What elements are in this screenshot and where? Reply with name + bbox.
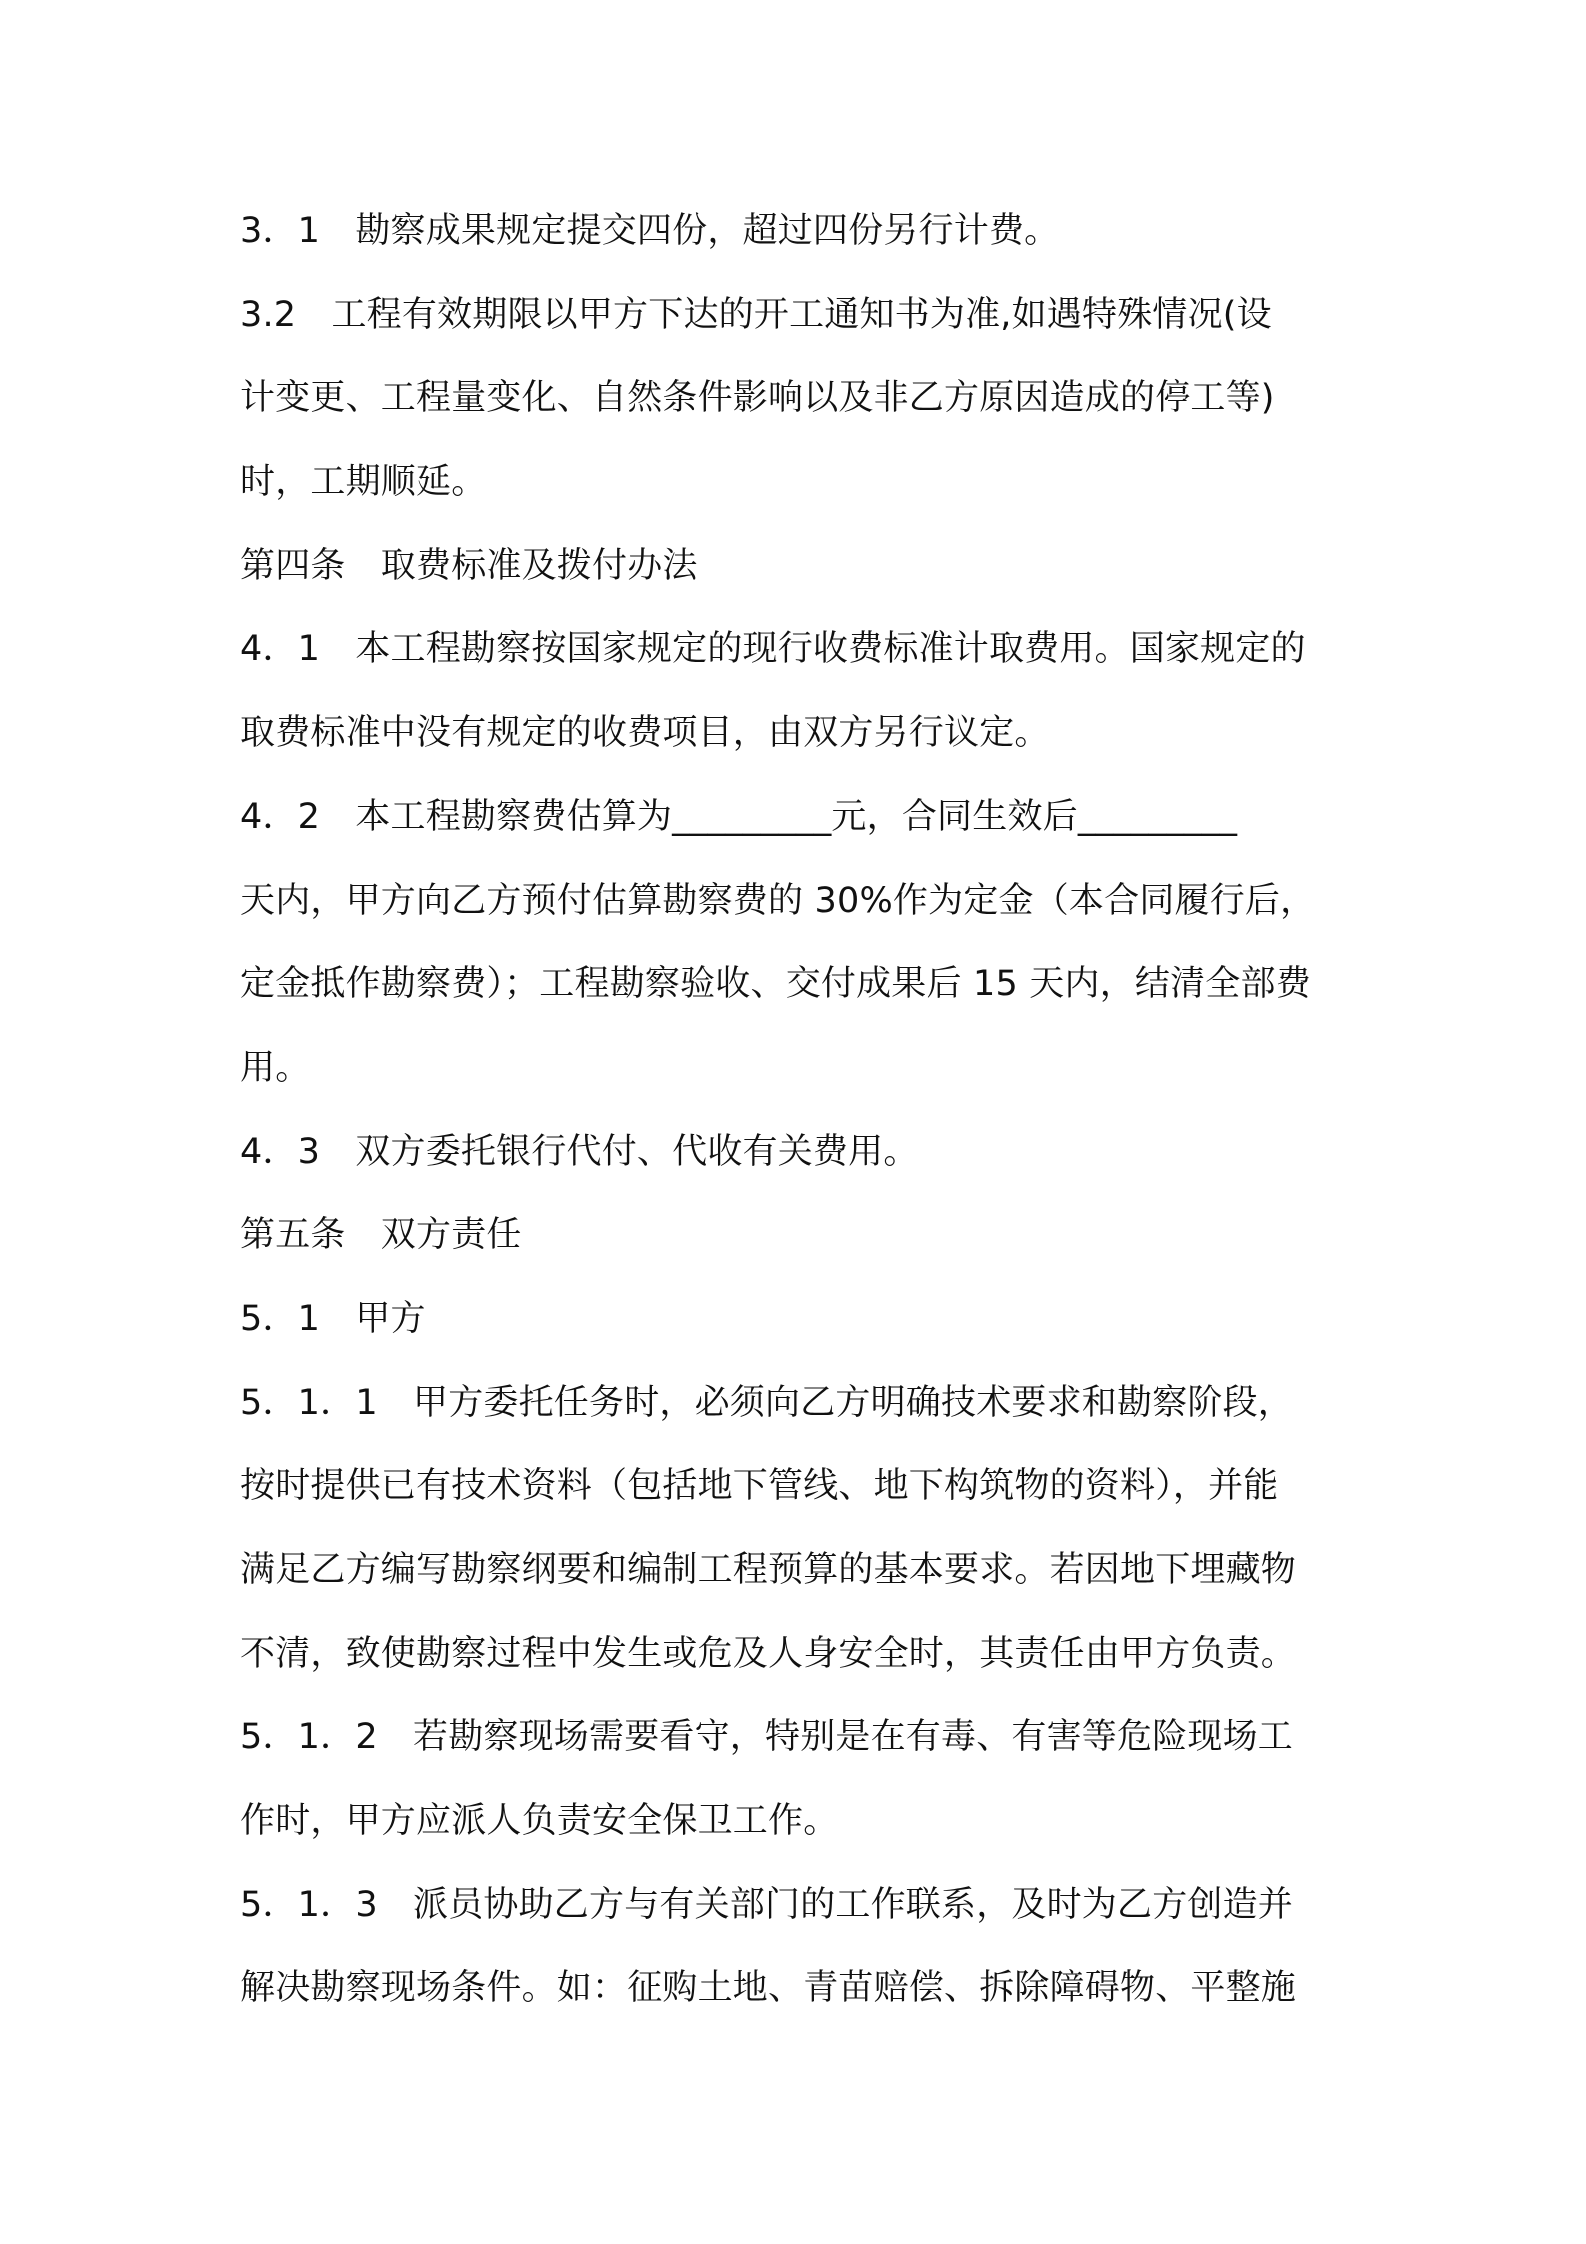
text-line-3-2-cont-2: 时，工期顺延。: [240, 462, 487, 503]
text-line-3-1: 3．1 勘察成果规定提交四份，超过四份另行计费。: [240, 211, 1060, 251]
text-line-3-2: 3.2 工程有效期限以甲方下达的开工通知书为准,如遇特殊情况(设: [240, 294, 1272, 335]
text-line-5-1-2: 5．1．2 若勘察现场需要看守，特别是在有毒、有害等危险现场工: [240, 1717, 1294, 1758]
document-body: [240, 190, 1370, 2031]
text-line-5-1-3: 5．1．3 派员协助乙方与有关部门的工作联系，及时为乙方创造并: [240, 1884, 1294, 1925]
text-line-3-2-cont-1: 计变更、工程量变化、自然条件影响以及非乙方原因造成的停工等): [240, 378, 1275, 419]
text-line-4-1: 4．1 本工程勘察按国家规定的现行收费标准计取费用。国家规定的: [240, 629, 1306, 670]
text-line-5-1-3-cont: 解决勘察现场条件。如：征购土地、青苗赔偿、拆除障碍物、平整施: [240, 1968, 1297, 2009]
text-line-5-1-1-cont-2: 满足乙方编写勘察纲要和编制工程预算的基本要求。若因地下埋藏物: [240, 1550, 1297, 1590]
text-line-4-2-cont-1: 天内，甲方向乙方预付估算勘察费的 30%作为定金（本合同履行后，: [240, 880, 1316, 921]
text-line-4-2-cont-3: 用。: [240, 1047, 311, 1088]
text-line-5-1-1-cont-1: 按时提供已有技术资料（包括地下管线、地下构筑物的资料），并能: [240, 1466, 1279, 1507]
text-line-5-1-1: 5．1．1 甲方委托任务时，必须向乙方明确技术要求和勘察阶段，: [240, 1382, 1294, 1423]
text-line-4-1-cont: 取费标准中没有规定的收费项目，由双方另行议定。: [240, 713, 1050, 754]
text-line-5-1-1-cont-3: 不清，致使勘察过程中发生或危及人身安全时，其责任由甲方负责。: [240, 1633, 1297, 1674]
text-line-4-2: 4．2 本工程勘察费估算为_________元，合同生效后_________: [240, 796, 1238, 837]
section-heading-article-4: 第四条 取费标准及拨付办法: [240, 545, 698, 586]
section-heading-article-5: 第五条 双方责任: [240, 1215, 522, 1256]
text-line-4-2-cont-2: 定金抵作勘察费）；工程勘察验收、交付成果后 15 天内，结清全部费: [240, 964, 1311, 1005]
text-line-5-1: 5．1 甲方: [240, 1298, 426, 1339]
text-line-5-1-2-cont: 作时，甲方应派人负责安全保卫工作。: [240, 1801, 839, 1842]
text-line-4-3: 4．3 双方委托银行代付、代收有关费用。: [240, 1131, 919, 1172]
